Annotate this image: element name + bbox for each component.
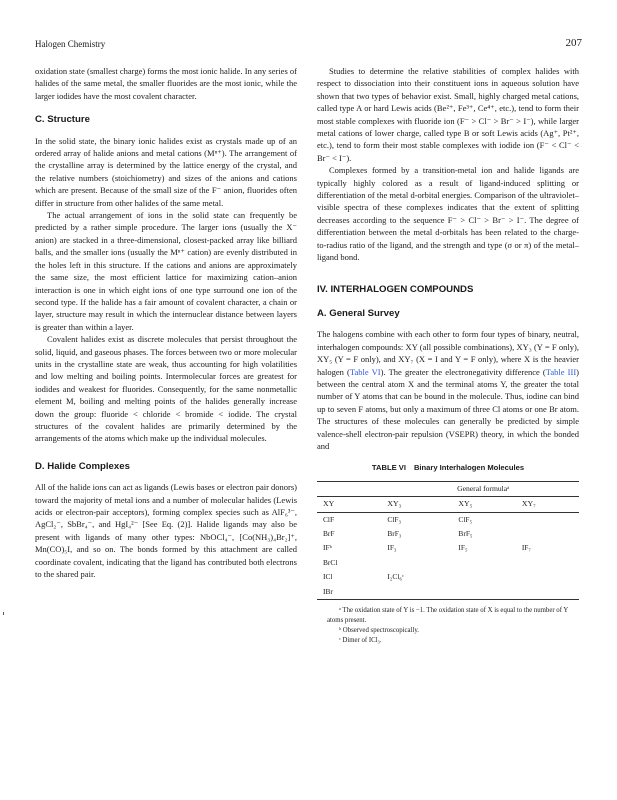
left-column bbox=[35, 65, 297, 580]
table-cell bbox=[452, 556, 515, 570]
table-cell bbox=[381, 585, 452, 600]
section-heading-interhalogen: IV. INTERHALOGEN COMPOUNDS bbox=[317, 283, 474, 295]
table-row bbox=[317, 570, 579, 584]
paragraph: Covalent halides exist as discrete molecules that persist throughout the solid, liquid, and gaseous phases. The forces between two or more molecular units in the crystalline state are weak, thus accounting for high volatilities and low melting and boiling points. Intermolecular forces are greatest for iodides and weakest for fluorides. Consequently, for the same nonmetallic element M, boiling and melting points of the halides generally increase down the group: fluoride < chloride < bromide < iodide. The crystal structures of the covalent halides are primarily determined by the arrangements of the atoms which make up the individual molecules. bbox=[35, 334, 297, 444]
table-row bbox=[317, 556, 579, 570]
table-cell bbox=[516, 556, 579, 570]
table-cell: ClF₅ bbox=[458, 514, 473, 524]
table-footnote: ᵃ The oxidation state of Y is −1. The oxidation state of X is equal to the number of Y atoms present. bbox=[327, 607, 569, 625]
table-cell bbox=[452, 570, 515, 584]
table-col-header: XY₃ bbox=[381, 497, 452, 512]
subsection-heading-general-survey: A. General Survey bbox=[317, 307, 400, 319]
paragraph: All of the halide ions can act as ligands (Lewis bases or electron pair donors) toward the majority of metal ions and a number of molecular halides (Lewis acids or electron-pair acceptors), forming complex species such as AlF₆³⁻, AgCl₂⁻, SbBr₄⁻, and HgI₄²⁻ [See Eq. (2)]. Halide ligands may also be present with ligands of many other types: NbOCl₄⁻, [Co(NH₃)₄Br₂]⁺, Mn(CO)₅I, and so on. The bonds formed by this attachment are called coordinate covalent, indicating that the ligand has contributed both electrons to the shared pair. bbox=[35, 482, 298, 580]
table-vi-link[interactable]: Table VI bbox=[349, 366, 381, 377]
table-caption bbox=[317, 462, 579, 474]
table-group-header: General formulaᵃ bbox=[381, 481, 579, 496]
table-cell: IF₃ bbox=[387, 543, 397, 553]
table-cell: BrF₃ bbox=[387, 529, 402, 538]
table-cell: BrF bbox=[323, 529, 335, 538]
table-cell: BrF₅ bbox=[458, 529, 473, 538]
table-cell: BrCl bbox=[323, 557, 338, 567]
table-cell: ICl bbox=[323, 572, 333, 582]
right-column bbox=[317, 65, 579, 646]
table-col-header: XY bbox=[317, 497, 381, 512]
paragraph: The actual arrangement of ions in the solid state can frequently be predicted by a rather simple procedure. The larger ions (usually the X⁻ anion) are stacked in a three-dimensional, closest-packed array like billiard balls, and the smaller ions (usually the Mⁿ⁺ cation) are evenly distributed in the holes left in this structure. If the cations and anions are approximately the same size, the most efficient lattice for maximizing cation–anion interaction is one in which eight ions of one type surround one ion of the second type. If the halide has a fair amount of covalent character, a chain or layer, structure may result in which the internuclear distance between layers is greater than within a layer. bbox=[35, 210, 297, 332]
table-footnote: ᶜ Dimer of ICl₃. bbox=[339, 637, 382, 645]
table-col-header: XY₅ bbox=[452, 497, 515, 512]
table-cell: ClF₃ bbox=[387, 514, 402, 524]
table-title: Binary Interhalogen Molecules bbox=[413, 463, 525, 473]
table-iii-link[interactable]: Table III bbox=[545, 366, 577, 377]
page-edge-mark bbox=[3, 612, 4, 615]
paragraph bbox=[317, 328, 579, 452]
table-row bbox=[317, 527, 579, 541]
table-col-header: XY₇ bbox=[516, 497, 579, 512]
table-cell: IF₅ bbox=[458, 543, 468, 553]
table-cell: IF₇ bbox=[521, 543, 531, 553]
table-cell: IBr bbox=[317, 585, 381, 600]
text-run: ) between the central atom X and the terminal atoms Y, the greater the total number of Y atoms that can be bound in the molecule. Thus, iodine can bind up to seven F atoms, but only a maximum of three Cl atoms or one Br atom. The structures of these molecules can generally be predicted by simple valence-shell electron-pair repulsion (VSEPR) theory, in which the bonded and bbox=[317, 366, 579, 451]
table-row bbox=[317, 541, 579, 555]
table-row bbox=[317, 512, 579, 527]
paragraph: In the solid state, the binary ionic halides exist as crystals made up of an ordered array of halide anions and metal cations (Mⁿ⁺). The arrangement of the crystalline array is determined by the lattice energy of the crystal, and the relative numbers (stoichiometry) and sizes of the anions and cations which are present. Because of the small size of the F⁻ anion, fluorides often differ in structure from other halides of the same metal. bbox=[35, 135, 297, 208]
table-cell: IFᵇ bbox=[323, 543, 332, 553]
table-footnote: ᵇ Observed spectroscopically. bbox=[339, 627, 419, 635]
table-cell bbox=[516, 585, 579, 600]
table-label: TABLE VI bbox=[371, 463, 406, 473]
text-run: The halogens combine with each other to form four types of binary, neutral, interhalogen compounds: XY (all possible combinations), XY₃ (Y = F only), XY₅ (Y = F only), and XY₇ (X = I and Y = F only), where X is the heavier halogen ( bbox=[317, 329, 579, 377]
table-cell bbox=[516, 512, 579, 527]
table-cell: I₂Cl₆ᶜ bbox=[387, 572, 404, 582]
paragraph: Studies to determine the relative stabilities of complex halides with respect to dissociation into their constituent ions in aqueous solution have shown that two types of behavior exist. Small, highly charged metal cations, called type A or hard Lewis acids (Be²⁺, Fe³⁺, Ce⁴⁺, etc.), tend to form their most stable complexes with fluoride ion (F⁻ > Cl⁻ > Br⁻ > I⁻), while larger metal cations of lower charge, called type B or soft Lewis acids (Ag⁺, Pt²⁺, etc.), tend to form their most stable complexes with iodide ion (F⁻ < Cl⁻ < Br⁻ < I⁻). bbox=[317, 66, 579, 163]
interhalogen-table bbox=[317, 481, 579, 600]
paragraph: oxidation state (smallest charge) forms the most ionic halide. In any series of halides of the same metal, the smaller fluorides are the most ionic, while the larger iodides have the most covalent character. bbox=[35, 66, 297, 101]
table-cell bbox=[381, 556, 452, 570]
paragraph: Complexes formed by a transition-metal ion and halide ligands are typically highly colored as a result of ligand-induced splitting or differentiation of the metal d-orbital energies. Comparison of the ultraviolet–visible spectra of these complexes indicates that the extent of splitting decreases according to the sequence F⁻ > Cl⁻ > Br⁻ > I⁻. The degree of differentiation between the metal d-orbitals has been related to the charge-to-radius ratio of the ligand, and the strength and type (σ or π) of the metal–ligand bond. bbox=[317, 165, 579, 263]
section-heading-structure: C. Structure bbox=[35, 114, 90, 126]
table-cell bbox=[452, 585, 515, 600]
table-cell bbox=[516, 570, 579, 584]
running-title: Halogen Chemistry bbox=[35, 39, 106, 49]
table-group-header-row bbox=[317, 481, 579, 496]
table-cell bbox=[516, 527, 579, 541]
text-run: ). The greater the electronegativity difference ( bbox=[380, 366, 546, 377]
table-cell: ClF bbox=[323, 514, 335, 524]
table-row bbox=[317, 585, 579, 600]
section-heading-halide-complexes: D. Halide Complexes bbox=[35, 460, 130, 472]
table-header-row bbox=[317, 497, 579, 512]
table-footnotes bbox=[317, 606, 579, 646]
page-number: 207 bbox=[565, 37, 582, 49]
